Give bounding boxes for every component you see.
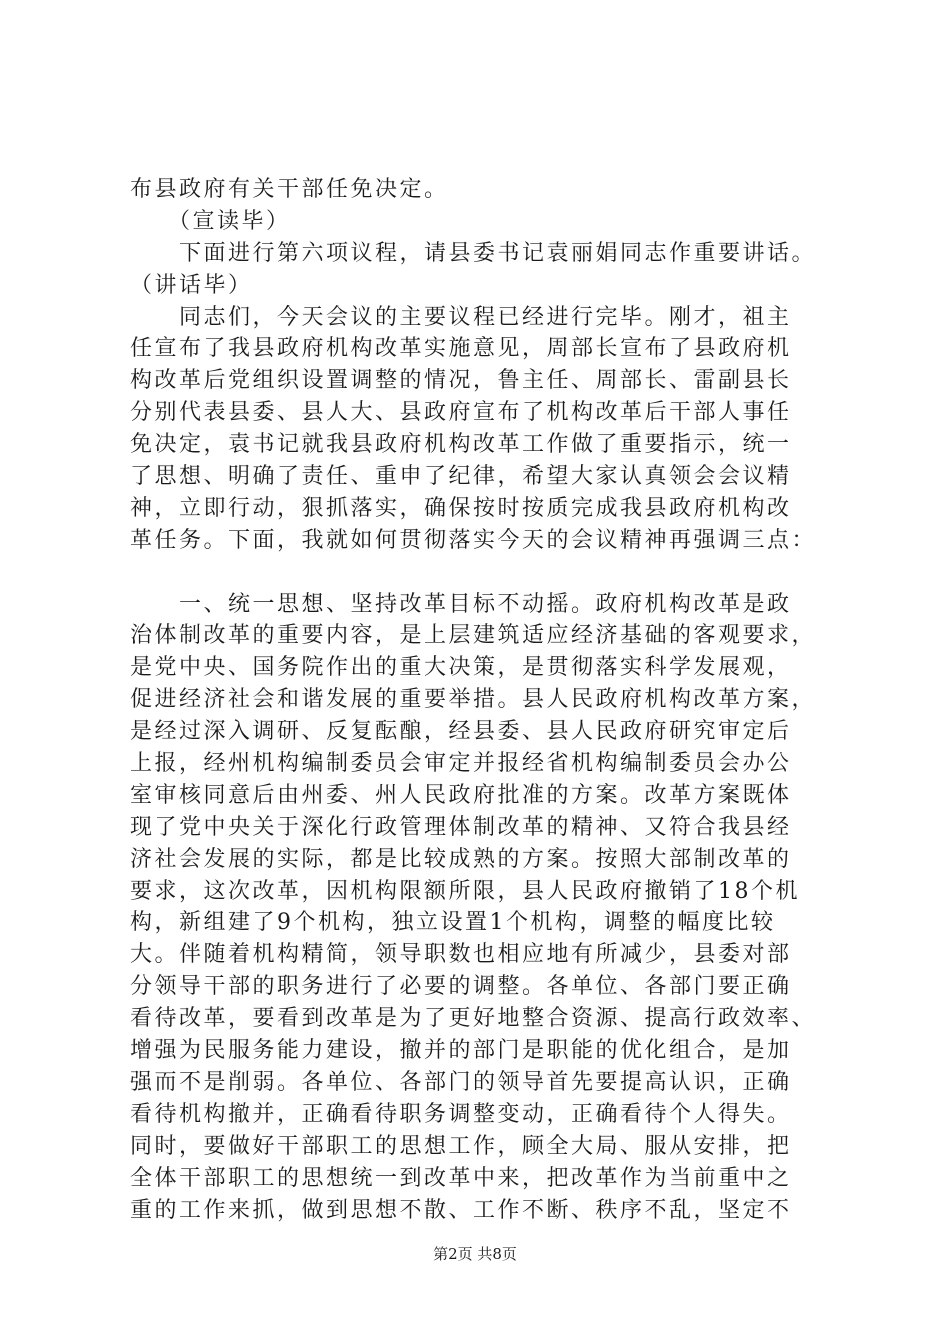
document-body (130, 174, 850, 1226)
text-line: 下面进行第六项议程，请县委书记袁丽娟同志作重要讲话。 (130, 240, 817, 266)
text-line: 革任务。下面，我就如何贯彻落实今天的会议精神再强调三点： (130, 527, 817, 553)
text-line: （讲话毕） (130, 272, 253, 298)
text-line: 促进经济社会和谐发展的重要举措。县人民政府机构改革方案， (130, 687, 817, 713)
text-line: 任宣布了我县政府机构改革实施意见，周部长宣布了县政府机 (130, 336, 792, 362)
paragraph-block-bottom (130, 589, 850, 1227)
paragraph-block-top (130, 174, 850, 557)
text-line: 神，立即行动，狠抓落实，确保按时按质完成我县政府机构改 (130, 495, 792, 521)
text-line: 现了党中央关于深化行政管理体制改革的精神、又符合我县经 (130, 814, 792, 840)
text-line: 治体制改革的重要内容，是上层建筑适应经济基础的客观要求， (130, 623, 817, 649)
text-line: 重的工作来抓，做到思想不散、工作不断、秩序不乱，坚定不 (130, 1197, 792, 1223)
text-line: 一、统一思想、坚持改革目标不动摇。政府机构改革是政 (130, 591, 792, 617)
text-line: （宣读毕） (130, 208, 291, 234)
text-line: 室审核同意后由州委、州人民政府批准的方案。改革方案既体 (130, 782, 792, 808)
text-line: 看待机构撤并，正确看待职务调整变动，正确看待个人得失。 (130, 1101, 792, 1127)
text-line: 增强为民服务能力建设，撤并的部门是职能的优化组合，是加 (130, 1038, 792, 1064)
text-line: 看待改革，要看到改革是为了更好地整合资源、提高行政效率、 (130, 1006, 817, 1032)
paragraph-gap (130, 557, 850, 589)
text-line: 分别代表县委、县人大、县政府宣布了机构改革后干部人事任 (130, 400, 792, 426)
text-line: 布县政府有关干部任免决定。 (130, 177, 449, 202)
text-line: 分领导干部的职务进行了必要的调整。各单位、各部门要正确 (130, 974, 792, 1000)
text-line: 免决定，袁书记就我县政府机构改革工作做了重要指示，统一 (130, 432, 792, 458)
page-footer: 第2页 共8页 (433, 1245, 517, 1263)
text-line: 是党中央、国务院作出的重大决策，是贯彻落实科学发展观， (130, 655, 792, 681)
text-line: 是经过深入调研、反复酝酿，经县委、县人民政府研究审定后 (130, 719, 792, 745)
text-line: 同志们，今天会议的主要议程已经进行完毕。刚才，祖主 (130, 304, 792, 330)
text-line: 构，新组建了9个机构，独立设置1个机构，调整的幅度比较 (130, 910, 776, 936)
text-line: 上报，经州机构编制委员会审定并报经省机构编制委员会办公 (130, 751, 792, 777)
text-line: 同时，要做好干部职工的思想工作，顾全大局、服从安排，把 (130, 1133, 792, 1159)
text-line: 济社会发展的实际，都是比较成熟的方案。按照大部制改革的 (130, 846, 792, 872)
text-line: 构改革后党组织设置调整的情况，鲁主任、周部长、雷副县长 (130, 368, 792, 394)
text-line: 大。伴随着机构精简，领导职数也相应地有所减少，县委对部 (130, 942, 792, 968)
text-line: 强而不是削弱。各单位、各部门的领导首先要提高认识，正确 (130, 1069, 792, 1095)
text-line: 全体干部职工的思想统一到改革中来，把改革作为当前重中之 (130, 1165, 792, 1191)
text-line: 要求，这次改革，因机构限额所限，县人民政府撤销了18个机 (130, 878, 800, 904)
text-line: 了思想、明确了责任、重申了纪律，希望大家认真领会会议精 (130, 464, 792, 490)
